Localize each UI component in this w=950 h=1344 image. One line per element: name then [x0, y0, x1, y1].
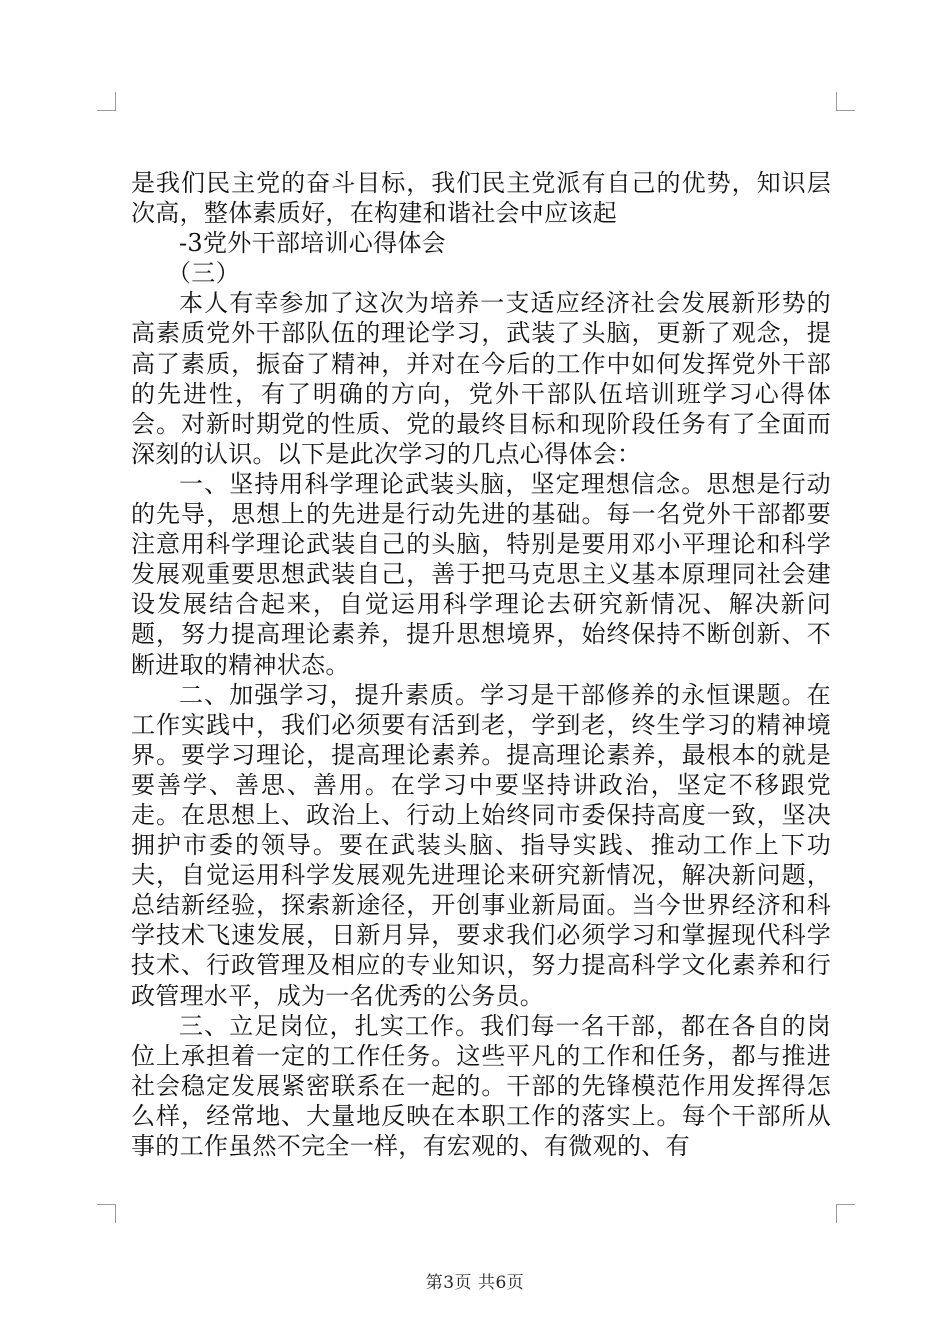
section-number: （三） — [167, 259, 240, 288]
point-two-paragraph: 二、加强学习，提升素质。学习是干部修养的永恒课题。在工作实践中，我们必须要有活到老，学到老，终生学习的精神境界。要学习理论，提高理论素养。提高理论素养，最根本的就是要善学、善思、善用。在学习中要坚持讲政治，坚定不移跟党走。在思想上、政治上、行动上始终同市委保持高度一致，坚决拥护市委的领导。要在武装头脑、指导实践、推动工作上下功夫，自觉运用科学发展观先进理论来研究新情况，解决新问题，总结新经验，探索新途径，开创事业新局面。当今世界经济和科学技术飞速发展，日新月异，要求我们必须学习和掌握现代科学技术、行政管理及相应的专业知识，努力提高科学文化素养和行政管理水平，成为一名优秀的公务员。 — [131, 680, 831, 1010]
crop-mark-bottom-left — [97, 1204, 116, 1223]
continuation-paragraph: 是我们民主党的奋斗目标，我们民主党派有自己的优势，知识层次高，整体素质好，在构建和谐社会中应该起 — [131, 169, 831, 228]
point-one-paragraph: 一、坚持用科学理论武装头脑，坚定理想信念。思想是行动的先导，思想上的先进是行动先进的基础。每一名党外干部都要注意用科学理论武装自己的头脑，特别是要用邓小平理论和科学发展观重要思想武装自己，善于把马克思主义基本原理同社会建设发展结合起来，自觉运用科学理论去研究新情况、解决新问题，努力提高理论素养，提升思想境界，始终保持不断创新、不断进取的精神状态。 — [131, 469, 831, 679]
crop-mark-bottom-right — [836, 1204, 855, 1223]
point-three-paragraph: 三、立足岗位，扎实工作。我们每一名干部，都在各自的岗位上承担着一定的工作任务。这些平凡的工作和任务，都与推进社会稳定发展紧密联系在一起的。干部的先锋模范作用发挥得怎么样，经常地、大量地反映在本职工作的落实上。每个干部所从事的工作虽然不完全一样，有宏观的、有微观的、有 — [131, 1011, 831, 1160]
body-text — [131, 168, 831, 1161]
section-title: -3党外干部培训心得体会 — [179, 229, 446, 258]
page-number: 第3页 共6页 — [425, 1273, 525, 1293]
crop-mark-top-right — [836, 92, 855, 111]
intro-paragraph: 本人有幸参加了这次为培养一支适应经济社会发展新形势的高素质党外干部队伍的理论学习，武装了头脑，更新了观念，提高了素质，振奋了精神，并对在今后的工作中如何发挥党外干部的先进性，有了明确的方向，党外干部队伍培训班学习心得体会。对新时期党的性质、党的最终目标和现阶段任务有了全面而深刻的认识。以下是此次学习的几点心得体会： — [131, 289, 831, 468]
crop-mark-top-left — [97, 92, 116, 111]
